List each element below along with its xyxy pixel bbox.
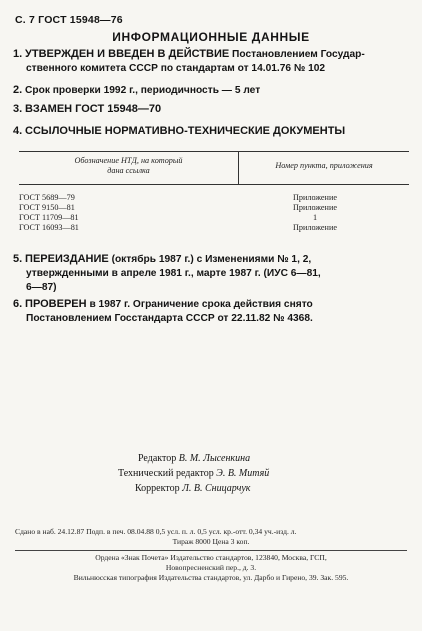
table-header-doc xyxy=(19,156,238,176)
imprint-line: Ордена «Знак Почета» Издательство стандартов, 123840, Москва, ГСП, xyxy=(95,553,327,562)
table-cell-ref: Приложение xyxy=(293,203,337,212)
item-number: 6. xyxy=(13,298,23,310)
credit-editor xyxy=(138,451,250,466)
item-text-cont: ственного комитета СССР по стандартам от 14.01.76 № 102 xyxy=(26,63,326,74)
table-header-doc-line2: дана ссылка xyxy=(107,166,150,175)
page-header: С. 7 ГОСТ 15948—76 xyxy=(15,14,123,26)
table-cell-doc: ГОСТ 11709—81 xyxy=(19,213,79,222)
table-cell-doc: ГОСТ 9150—81 xyxy=(19,203,75,212)
item-number: 3. xyxy=(13,103,23,115)
imprint-rule xyxy=(15,550,407,551)
credit-tech-editor xyxy=(118,466,269,481)
item-text-cont: 6—87) xyxy=(26,282,57,293)
item-text: ВЗАМЕН ГОСТ 15948—70 xyxy=(25,103,162,115)
item-number: 5. xyxy=(13,253,23,265)
credit-role: Технический редактор xyxy=(118,468,214,479)
item-text: ССЫЛОЧНЫЕ НОРМАТИВНО-ТЕХНИЧЕСКИЕ ДОКУМЕНТЫ xyxy=(25,125,346,137)
item-number: 1. xyxy=(13,48,23,60)
item-text: Постановлением Государ- xyxy=(232,49,365,60)
item-text: (октябрь 1987 г.) с Изменениями № 1, 2, xyxy=(111,254,312,265)
item-number: 2. xyxy=(13,84,23,96)
credit-proofreader xyxy=(135,481,250,496)
table-cell-ref: Приложение xyxy=(293,193,337,202)
table-header-ref: Номер пункта, приложения xyxy=(275,161,373,170)
item-number: 4. xyxy=(13,125,23,137)
imprint-line: Вильнюсская типография Издательства стандартов, ул. Дарбо и Гирено, 39. Зак. 595. xyxy=(73,573,349,582)
table-col-ref xyxy=(245,193,385,233)
item-text: в 1987 г. Ограничение срока действия снято xyxy=(89,299,313,310)
info-item-3 xyxy=(13,102,408,117)
table-cell-doc: ГОСТ 16093—81 xyxy=(19,223,79,232)
item-text-cont: утвержденными в апреле 1981 г., марте 1987 г. (ИУС 6—81, xyxy=(26,268,321,279)
credit-name: В. М. Лысенкина xyxy=(178,453,251,464)
table-rule-top xyxy=(19,151,409,152)
item-lead: ПРОВЕРЕН xyxy=(25,298,87,310)
imprint-line: Сдано в наб. 24.12.87 Подп. в печ. 08.04.88 0,5 усл. п. л. 0,5 усл. кр.-отт. 0,34 уч.-изд. л. xyxy=(15,527,297,536)
info-item-4 xyxy=(13,124,408,139)
imprint-line: Тираж 8000 Цена 3 коп. xyxy=(172,537,250,546)
table-cell-ref: 1 xyxy=(312,213,318,222)
table-cell-doc: ГОСТ 5689—79 xyxy=(19,193,75,202)
info-item-1 xyxy=(13,47,408,76)
table-header-doc-line1: Обозначение НТД, на который xyxy=(74,156,183,165)
item-text-cont: Постановлением Госстандарта СССР от 22.11.82 № 4368. xyxy=(26,313,313,324)
imprint-line: Новопресненский пер., д. 3. xyxy=(165,563,257,572)
section-title: ИНФОРМАЦИОННЫЕ ДАННЫЕ xyxy=(112,30,310,44)
table-cell-ref: Приложение xyxy=(293,223,337,232)
credit-role: Редактор xyxy=(138,453,177,464)
item-lead: УТВЕРЖДЕН И ВВЕДЕН В ДЕЙСТВИЕ xyxy=(25,48,230,60)
credit-role: Корректор xyxy=(135,483,180,494)
table-rule-mid xyxy=(19,184,409,185)
item-text: Срок проверки 1992 г., периодичность — 5 лет xyxy=(25,85,261,96)
credit-name: Л. В. Сницарчук xyxy=(182,483,251,494)
info-item-2 xyxy=(13,83,408,98)
credit-name: Э. В. Митяй xyxy=(216,468,270,479)
table-col-doc xyxy=(19,193,79,233)
info-item-6 xyxy=(13,297,408,326)
item-lead: ПЕРЕИЗДАНИЕ xyxy=(25,253,109,265)
info-item-5 xyxy=(13,252,408,295)
